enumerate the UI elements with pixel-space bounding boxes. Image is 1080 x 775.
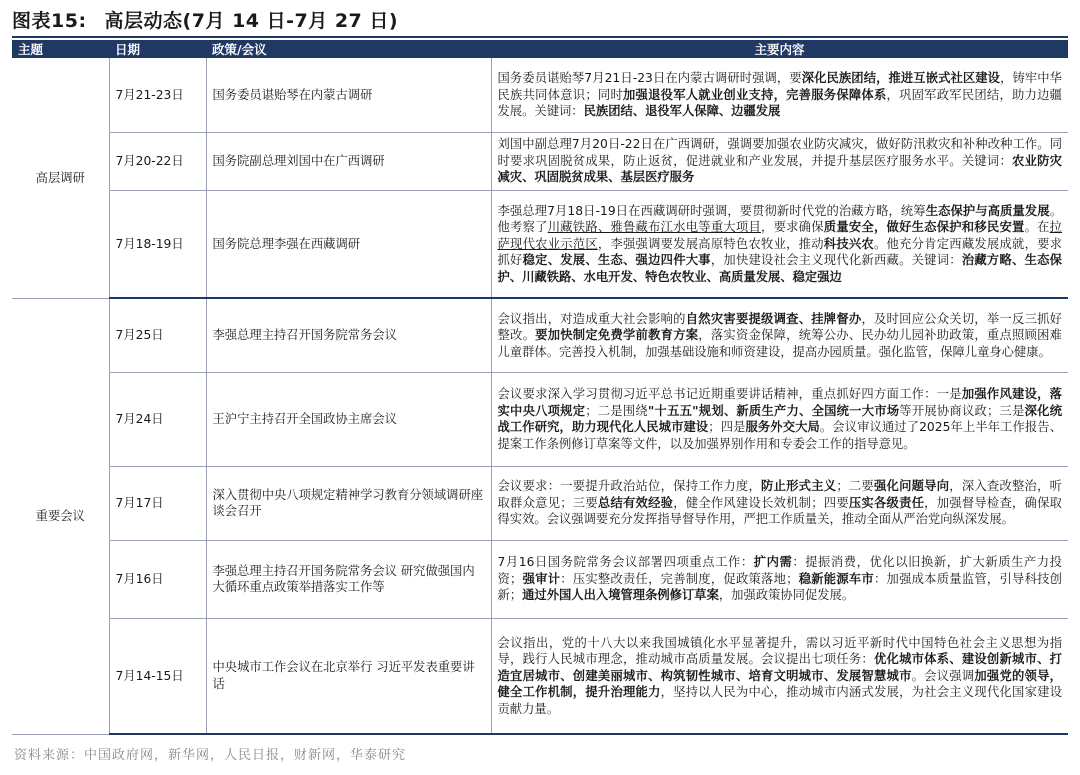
content-text: ，铸牢中华民族共同体意识；同时 xyxy=(497,71,1062,102)
content-text: ：加强成本质量监管，引导科技创新； xyxy=(497,571,1062,603)
keyword-text: 总结有效经验 xyxy=(597,495,674,510)
content-cell xyxy=(491,466,1068,540)
keyword-text: 加强退役军人就业创业支持，完善服务保障体系 xyxy=(623,87,887,102)
keyword-text: 加强党的领导，健全工作机制，提升治理能力 xyxy=(497,668,1062,699)
table-row xyxy=(12,618,1068,734)
date-cell: 7月24日 xyxy=(109,372,206,466)
table-row xyxy=(12,466,1068,540)
content-cell xyxy=(491,58,1068,132)
table-row xyxy=(12,132,1068,190)
content-cell xyxy=(491,298,1068,372)
date-cell: 7月16日 xyxy=(109,540,206,618)
content-text: 会议指出，对造成重大社会影响的 xyxy=(497,311,686,326)
policy-cell: 李强总理主持召开国务院常务会议 xyxy=(206,298,491,372)
table-header-row xyxy=(12,40,1068,58)
table-row xyxy=(12,298,1068,372)
policy-cell: 国务委员谌贻琴在内蒙古调研 xyxy=(206,58,491,132)
date-cell: 7月20-22日 xyxy=(109,132,206,190)
underlined-text: 拉萨现代农业示范区 xyxy=(497,220,1062,251)
content-text: 等开展协商议政；三是 xyxy=(899,403,1025,418)
keyword-text: 强化问题导向 xyxy=(873,479,950,494)
content-text: ；二是围绕 xyxy=(585,403,648,418)
header-topic: 主题 xyxy=(12,40,109,58)
content-text: ，巩固军政军民团结，助力边疆发展。关键词： xyxy=(497,87,1062,118)
content-cell xyxy=(491,132,1068,190)
content-text: ，深入查改整治，听取群众意见；三要 xyxy=(497,479,1062,510)
keyword-text: 治藏方略、生态保护、川藏铁路、水电开发、特色农牧业、高质量发展、稳定强边 xyxy=(497,253,1062,284)
keyword-text: 压实各级责任 xyxy=(848,495,925,510)
date-cell: 7月17日 xyxy=(109,466,206,540)
content-text: ：提振消费，优化以旧换新，扩大新质生产力投资； xyxy=(497,555,1062,586)
content-text: 会议指出，党的十八大以来我国城镇化水平显著提升，需以习近平新时代中国特色社会主义思想为指导，践行人民城市理念，推动城市高质量发展。会议提出七项任务： xyxy=(497,635,1062,666)
content-text: 。会议强调 xyxy=(911,668,975,683)
keyword-text: 优化城市体系、建设创新城市、打造宜居城市、创建美丽城市、构筑韧性城市、培育文明城市、发展智慧城市 xyxy=(497,652,1062,683)
policy-cell: 李强总理主持召开国务院常务会议 研究做强国内大循环重点政策举措落实工作等 xyxy=(206,540,491,618)
policy-cell: 国务院副总理刘国中在广西调研 xyxy=(206,132,491,190)
keyword-text: "十五五"规划、新质生产力、全国统一大市场 xyxy=(647,403,900,418)
keyword-text: 强审计 xyxy=(522,571,561,586)
content-text: 7月16日国务院常务会议部署四项重点工作： xyxy=(497,555,754,570)
content-cell xyxy=(491,618,1068,734)
content-text: ，加强政策协同促发展。 xyxy=(718,588,855,603)
content-text: ，李强强调要发展高原特色农牧业，推动 xyxy=(597,236,824,251)
content-text: ，加强督导检查，确保取得实效。会议强调要充分发挥指导督导作用，严把工作质量关，推动全面从严治党向纵深发展。 xyxy=(497,495,1062,527)
content-cell xyxy=(491,190,1068,298)
keyword-text: 生态保护与高质量发展 xyxy=(925,203,1050,218)
keyword-text: 深化民族团结，推进互嵌式社区建设 xyxy=(801,71,1001,85)
figure-label: 图表15: xyxy=(12,10,87,32)
topic-cell: 高层调研 xyxy=(12,58,109,298)
content-text: 。他考察了 xyxy=(497,203,1062,234)
policy-cell: 中央城市工作会议在北京举行 习近平发表重要讲话 xyxy=(206,618,491,734)
keyword-text: 扩内需 xyxy=(753,555,793,570)
underlined-text: 川藏铁路、雅鲁藏布江水电等重大项目 xyxy=(547,220,762,234)
content-cell xyxy=(491,372,1068,466)
table-row xyxy=(12,372,1068,466)
content-text: ，加快建设社会主义现代化新西藏。关键词： xyxy=(710,253,962,267)
keyword-text: 防止形式主义 xyxy=(761,479,837,494)
content-text: 国务委员谌贻琴7月21日-23日在内蒙古调研时强调，要 xyxy=(497,71,802,85)
keyword-text: 稳定、发展、生态、强边四件大事 xyxy=(522,253,711,267)
keyword-text: 自然灾害要提级调查、挂牌督办 xyxy=(685,311,862,326)
content-text: 。他充分肯定西藏发展成就，要求抓好 xyxy=(497,236,1062,267)
content-text: 会议要求：一要提升政治站位，保持工作力度， xyxy=(497,479,762,494)
keyword-text: 要加快制定免费学前教育方案 xyxy=(535,328,699,342)
content-cell xyxy=(491,540,1068,618)
keyword-text: 通过外国人出入境管理条例修订草案 xyxy=(522,588,719,603)
header-policy: 政策/会议 xyxy=(206,40,491,58)
content-text: ；二要 xyxy=(836,479,874,494)
keyword-text: 深化统战工作研究，助力现代化人民城市建设 xyxy=(497,403,1062,434)
table-row xyxy=(12,58,1068,132)
content-text: ：压实整改责任，完善制度，促政策落地； xyxy=(560,571,799,586)
keyword-text: 服务外交大局 xyxy=(745,420,820,434)
keyword-text: 加强作风建设，落实中央八项规定 xyxy=(497,387,1062,418)
content-text: ；四是 xyxy=(708,420,746,434)
content-text: ，健全作风建设长效机制；四要 xyxy=(673,495,849,510)
date-cell: 7月21-23日 xyxy=(109,58,206,132)
content-text: ，要求确保 xyxy=(761,220,824,234)
content-text: ，落实资金保障，统筹公办、民办幼儿园补助政策，重点照顾困难儿童群体。完善投入机制，加强基础设施和师资建设，提高办园质量。强化监管，保障儿童身心健康。 xyxy=(497,328,1062,359)
content-text: ，坚持以人民为中心，推动城市内涵式发展，为社会主义现代化国家建设贡献力量。 xyxy=(497,685,1062,716)
keyword-text: 科技兴农 xyxy=(823,236,874,251)
policy-table xyxy=(12,40,1068,735)
content-text: ，及时回应公众关切，举一反三抓好整改。 xyxy=(497,311,1062,342)
date-cell: 7月14-15日 xyxy=(109,618,206,734)
date-cell: 7月25日 xyxy=(109,298,206,372)
header-date: 日期 xyxy=(109,40,206,58)
content-text: 刘国中副总理7月20日-22日在广西调研，强调要加强农业防灾减灾，做好防汛救灾和补种改种工作。同时要求巩固脱贫成果，防止返贫，促进就业和产业发展，并提升基层医疗服务水平。关键词： xyxy=(497,137,1062,168)
policy-cell: 深入贯彻中央八项规定精神学习教育分领域调研座谈会召开 xyxy=(206,466,491,540)
table-row xyxy=(12,540,1068,618)
policy-cell: 王沪宁主持召开全国政协主席会议 xyxy=(206,372,491,466)
keyword-text: 民族团结、退役军人保障、边疆发展 xyxy=(583,104,781,118)
header-content: 主要内容 xyxy=(491,40,1068,58)
keyword-text: 质量安全，做好生态保护和移民安置 xyxy=(823,220,1025,234)
content-text: 。在 xyxy=(1024,220,1050,234)
content-text: 会议要求深入学习贯彻习近平总书记近期重要讲话精神，重点抓好四方面工作：一是 xyxy=(497,387,962,401)
content-text: 李强总理7月18日-19日在西藏调研时强调，要贯彻新时代党的治藏方略，统筹 xyxy=(497,203,926,218)
keyword-text: 农业防灾减灾、巩固脱贫成果、基层医疗服务 xyxy=(497,153,1062,185)
table-row xyxy=(12,190,1068,298)
figure-title xyxy=(12,6,398,33)
content-text: 。会议审议通过了2025年上半年工作报告、提案工作条例修订草案等文件，以及加强界别作用和专委会工作的指导意见。 xyxy=(497,420,1062,451)
source-note: 资料来源：中国政府网，新华网，人民日报，财新网，华泰研究 xyxy=(14,748,407,763)
title-rule xyxy=(12,36,1068,38)
figure-title-text: 高层动态(7月 14 日-7月 27 日) xyxy=(104,10,399,32)
topic-cell: 重要会议 xyxy=(12,298,109,734)
policy-cell: 国务院总理李强在西藏调研 xyxy=(206,190,491,298)
keyword-text: 稳新能源车市 xyxy=(798,571,874,586)
date-cell: 7月18-19日 xyxy=(109,190,206,298)
